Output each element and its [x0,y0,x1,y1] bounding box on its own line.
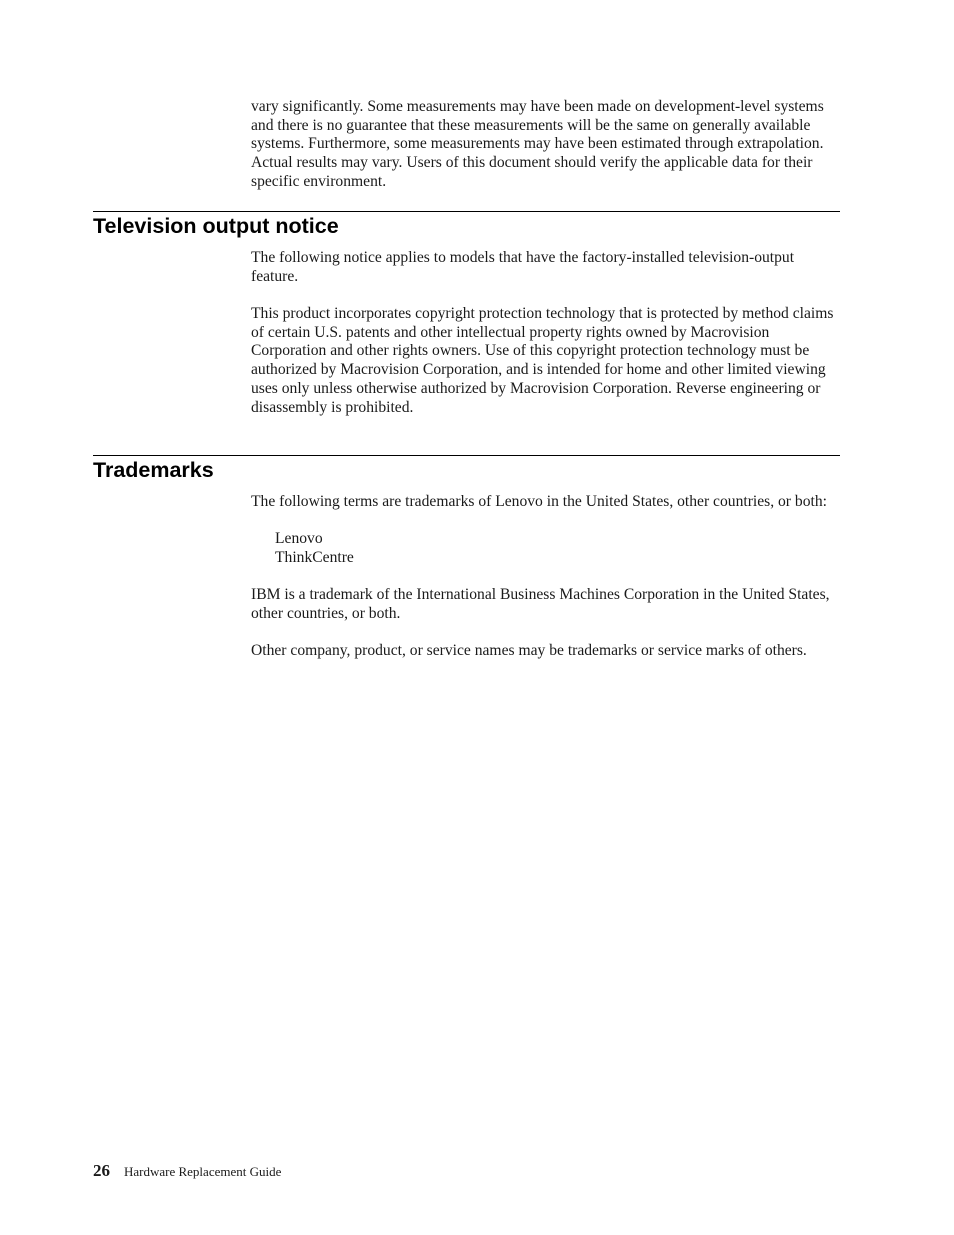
page-footer [93,1161,281,1182]
trademarks-text-1: The following terms are trademarks of Lenovo in the United States, other countries, or both: [251,493,827,510]
television-notice-paragraph-1 [251,249,841,286]
trademarks-heading: Trademarks [93,458,214,482]
trademarks-text-3: Other company, product, or service names may be trademarks or service marks of others. [251,642,807,659]
television-output-notice-heading: Television output notice [93,214,339,238]
trademark-list [275,530,354,567]
page-number: 26 [93,1161,110,1180]
trademarks-paragraph-3 [251,642,841,661]
television-notice-paragraph-2 [251,305,841,417]
trademark-item-lenovo: Lenovo [275,530,323,547]
intro-paragraph: vary significantly. Some measurements may have been made on development-level systems and there is no guarantee that these measurements will be the same on generally available systems. Furthermore, some measurements may have been estimated through extrapolation. Actual results may vary. Users of this document should verify the applicable data for their specific environment. [251,98,824,190]
television-notice-text-2: This product incorporates copyright protection technology that is protected by method claims of certain U.S. patents and other intellectual property rights owned by Macrovision Corporation and other rights owners. Use of this copyright protection technology must be authorized by Macrovision Corporation, and is intended for home and other limited viewing uses only unless otherwise authorized by Macrovision Corporation. Reverse engineering or disassembly is prohibited. [251,305,834,416]
trademarks-paragraph-2 [251,586,841,623]
television-notice-text-1: The following notice applies to models that have the factory-installed television-output feature. [251,249,795,285]
intro-section [251,98,841,192]
trademarks-paragraph-1 [251,493,841,512]
section-divider-television [93,211,840,212]
trademarks-text-2: IBM is a trademark of the International Business Machines Corporation in the United States, other countries, or both. [251,586,830,622]
section-divider-trademarks [93,455,840,456]
trademark-item-thinkcentre: ThinkCentre [275,548,354,566]
document-title: Hardware Replacement Guide [124,1164,282,1179]
